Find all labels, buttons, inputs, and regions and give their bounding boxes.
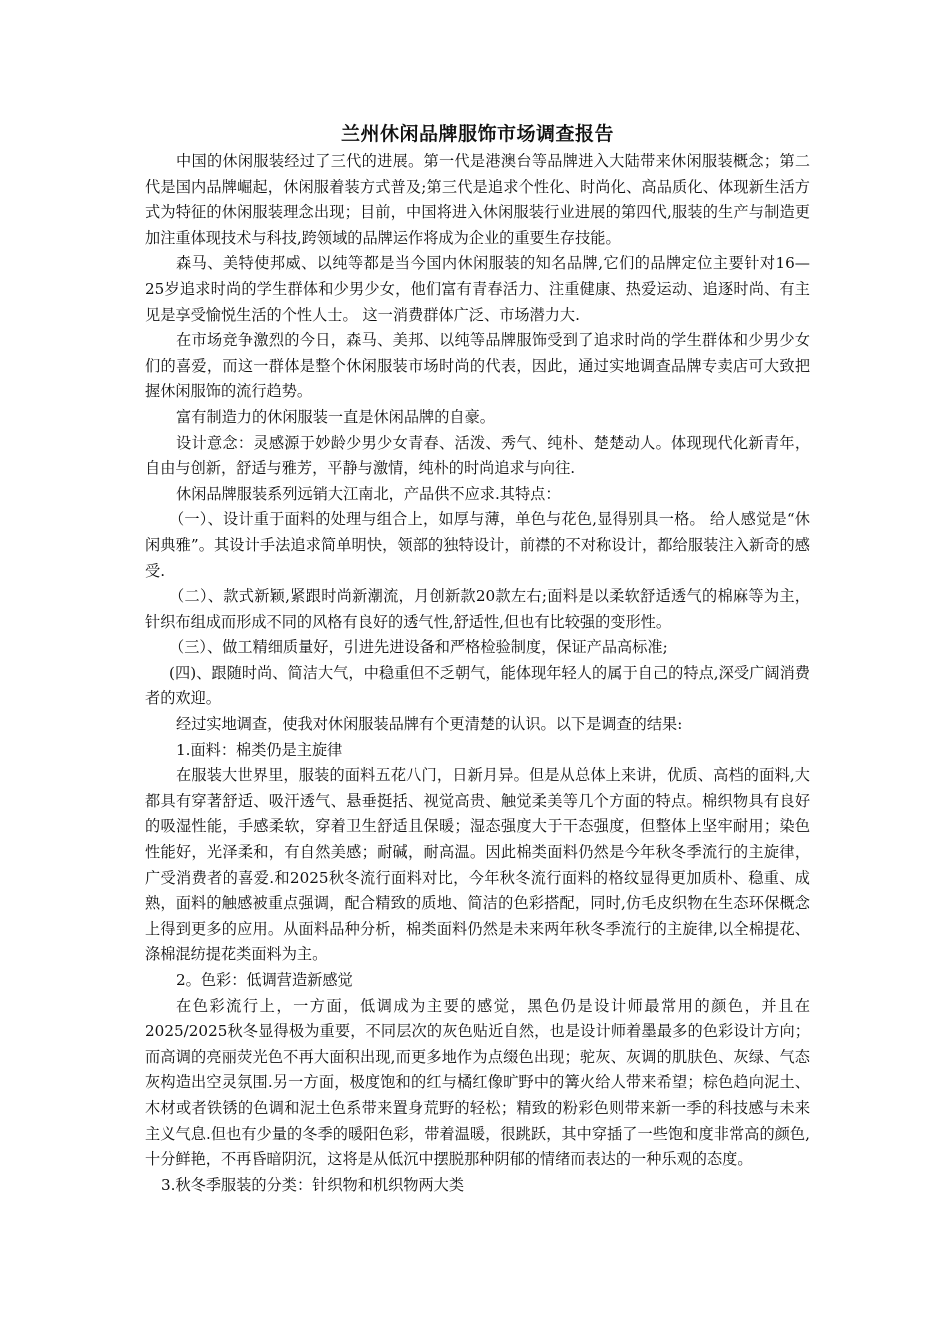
feature-item: （二）、款式新颖,紧跟时尚新潮流，月创新款20款左右;面料是以柔软舒适透气的棉麻等为主，针织布组成而形成不同的风格有良好的透气性,舒适性,但也有比较强的变形性。 xyxy=(145,587,810,631)
section-heading: 2。色彩：低调营造新感觉 xyxy=(176,971,353,989)
section-heading: 1.面料：棉类仍是主旋律 xyxy=(176,740,343,759)
paragraph: 富有制造力的休闲服装一直是休闲品牌的自豪。 xyxy=(176,407,495,426)
paragraph: 在服装大世界里，服装的面料五花八门，日新月异。但是从总体上来讲，优质、高档的面料,大都具有穿著舒适、吸汗透气、悬垂挺括、视觉高贵、触觉柔美等几个方面的特点。棉织物具有良好的吸湿性能，手感柔软，穿着卫生舒适且保暖；湿态强度大于干态强度，但整体上坚牢耐用；染色性能好，光泽柔和，有自然美感；耐碱，耐高温。因此棉类面料仍然是今年秋冬季流行的主旋律，广受消费者的喜爱.和2025秋冬流行面料对比，今年秋冬流行面料的格纹显得更加质朴、稳重、成熟，面料的触感被重点强调，配合精致的质地、简洁的色彩搭配，同时,仿毛皮织物在生态环保概念上得到更多的应用。从面料品种分析，棉类面料仍然是未来两年秋冬季流行的主旋律,以全棉提花、涤棉混纺提花类面料为主。 xyxy=(145,766,810,964)
feature-item: (四)、跟随时尚、简洁大气，中稳重但不乏朝气，能体现年轻人的属于自己的特点,深受广阔消费者的欢迎。 xyxy=(145,663,810,708)
paragraph: 在市场竞争激烈的今日，森马、美邦、以纯等品牌服饰受到了追求时尚的学生群体和少男少女们的喜爱，而这一群体是整个休闲服装市场时尚的代表，因此，通过实地调查品牌专卖店可大致把握休闲服饰的流行趋势。 xyxy=(145,331,810,401)
section-heading: 3.秋冬季服装的分类：针织物和机织物两大类 xyxy=(161,1175,465,1194)
document-title: 兰州休闲品牌服饰市场调查报告 xyxy=(340,123,614,145)
paragraph: 中国的休闲服装经过了三代的进展。第一代是港澳台等品牌进入大陆带来休闲服装概念；第二代是国内品牌崛起，休闲服着装方式普及;第三代是追求个性化、时尚化、高品质化、体现新生活方式为特征的休闲服装理念出现；目前，中国将进入休闲服装行业进展的第四代,服装的生产与制造更加注重体现技术与科技,跨领域的品牌运作将成为企业的重要生存技能。 xyxy=(145,152,810,247)
paragraph: 休闲品牌服装系列远销大江南北，产品供不应求.其特点： xyxy=(176,484,561,503)
paragraph: 设计意念：灵感源于妙龄少男少女青春、活泼、秀气、纯朴、楚楚动人。体现现代化新青年，自由与创新，舒适与雅芳，平静与激情，纯朴的时尚追求与向往. xyxy=(145,433,810,478)
paragraph: 在色彩流行上，一方面，低调成为主要的感觉，黑色仍是设计师最常用的颜色，并且在2025/2025秋冬显得极为重要，不同层次的灰色贴近自然，也是设计师着墨最多的色彩设计方向；而高调的亮丽荧光色不再大面积出现,而更多地作为点缀色出现；驼灰、灰调的肌肤色、灰绿、气态灰构造出空灵氛围.另一方面，极度饱和的红与橘红像旷野中的篝火给人带来希望；棕色趋向泥土、木材或者铁锈的色调和泥土色系带来置身荒野的轻松；精致的粉彩色则带来新一季的科技感与未来主义气息.但也有少量的冬季的暖阳色彩，带着温暖，很跳跃，其中穿插了一些饱和度非常高的颜色,十分鲜艳，不再昏暗阴沉，这将是从低沉中摆脱那种阴郁的情绪而表达的一种乐观的态度。 xyxy=(145,996,810,1169)
paragraph: 森马、美特使邦威、以纯等都是当今国内休闲服装的知名品牌,它们的品牌定位主要针对16—25岁追求时尚的学生群体和少男少女，他们富有青春活力、注重健康、热爱运动、追逐时尚、有主见是享受愉悦生活的个性人士。 这一消费群体广泛、市场潜力大. xyxy=(145,254,810,324)
paragraph: 经过实地调查，使我对休闲服装品牌有个更清楚的认识。以下是调查的结果: xyxy=(176,715,683,734)
feature-item: （一）、设计重于面料的处理与组合上，如厚与薄，单色与花色,显得别具一格。 给人感觉是“休闲典雅”。其设计手法追求简单明快，领部的独特设计，前襟的不对称设计，都给服装注入新奇的感受. xyxy=(145,510,810,580)
feature-item: （三）、做工精细质量好，引进先进设备和严格检验制度，保证产品高标准; xyxy=(169,638,668,657)
